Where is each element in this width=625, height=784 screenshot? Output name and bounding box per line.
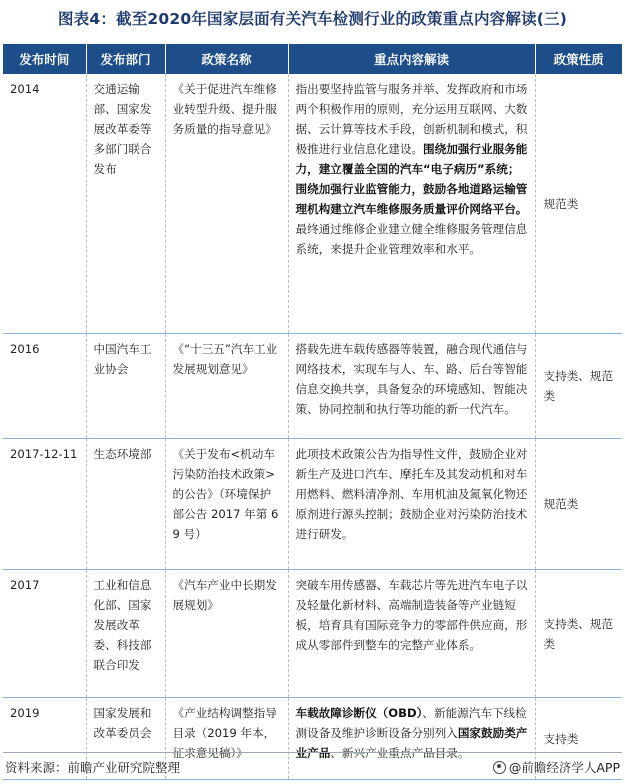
cell-content: [288, 74, 535, 333]
cell-policy: 《关于促进汽车维修业转型升级、提升服务质量的指导意见》: [165, 74, 288, 333]
brand-credit: [493, 758, 620, 776]
cell-type: 规范类: [535, 438, 622, 569]
cell-dept: 中国汽车工业协会: [86, 333, 165, 438]
cell-content: [288, 569, 535, 697]
cell-date: 2017-12-11: [3, 438, 86, 569]
header-policy: 政策名称: [165, 44, 288, 74]
table-body: [3, 74, 622, 779]
cell-type: 支持类: [535, 697, 622, 779]
cell-dept: 工业和信息化部、国家发展改革委、科技部联合印发: [86, 569, 165, 697]
table-row: [3, 333, 622, 438]
header-type: 政策性质: [535, 44, 622, 74]
header-content: 重点内容解读: [288, 44, 535, 74]
cell-type: 支持类、规范类: [535, 333, 622, 438]
cell-content: [288, 333, 535, 438]
table-row: [3, 74, 622, 333]
table-row: [3, 569, 622, 697]
content-text: 最终通过维修企业建立健全维修服务管理信息系统，来提升企业管理效率和水平。: [295, 222, 528, 256]
content-text: 指出要坚持监管与服务并举、发挥政府和市场两个积极作用的原则，充分运用互联网、大数据、云计算等技术手段，创新机制和模式，积极推进行业信息化建设。: [295, 82, 528, 156]
cell-policy: 《关于发布<机动车污染防治技术政策>的公告》（环境保护部公告 2017 年第 69 号）: [165, 438, 288, 569]
header-row: [3, 44, 622, 74]
content-text-bold: 围绕加强行业服务能力，建立覆盖全国的汽车“电子病历”系统；围绕加强行业监管能力，鼓励各地道路运输管理机构建立汽车维修服务质量评价网络平台。: [295, 142, 528, 216]
content-text-bold: 国家鼓励类产业产品: [295, 725, 528, 760]
content-text-bold: 车载故障诊断仪（OBD）: [295, 705, 423, 720]
cell-dept: 交通运输部、国家发展改革委等多部门联合发布: [86, 74, 165, 333]
cell-policy: 《产业结构调整指导目录（2019 年本，征求意见稿）》: [165, 697, 288, 779]
cell-date: 2019: [3, 697, 86, 779]
cell-date: 2014: [3, 74, 86, 333]
brand-logo-icon: [493, 761, 506, 774]
content-text: 、新兴产业重点产品目录。: [330, 745, 470, 760]
cell-dept: 生态环境部: [86, 438, 165, 569]
header-date: 发布时间: [3, 44, 86, 74]
cell-type: 规范类: [535, 74, 622, 333]
chart-title: 图表4：截至2020年国家层面有关汽车检测行业的政策重点内容解读(三): [57, 10, 568, 28]
source-note: 资料来源：前瞻产业研究院整理: [5, 760, 181, 775]
table-row: [3, 438, 622, 569]
content-text: 突破车用传感器、车载芯片等先进汽车电子以及轻量化新材料、高端制造装备等产业链短板，培育具有国际竞争力的零部件供应商，形成从零部件到整车的完整产业体系。: [295, 577, 528, 652]
brand-label: @前瞻经济学人APP: [508, 760, 620, 775]
footer: [3, 752, 622, 777]
cell-type: 支持类、规范类: [535, 569, 622, 697]
cell-policy: 《“十三五”汽车工业发展规划意见》: [165, 333, 288, 438]
content-text: 搭载先进车载传感器等装置，融合现代通信与网络技术，实现车与人、车、路、后台等智能信息交换共享，具备复杂的环境感知、智能决策、协同控制和执行等功能的新一代汽车。: [295, 341, 528, 416]
cell-policy: 《汽车产业中长期发展规划》: [165, 569, 288, 697]
header-dept: 发布部门: [86, 44, 165, 74]
content-text: 、新能源汽车下线检测设备及维护诊断设备分别列入: [295, 705, 527, 740]
cell-date: 2017: [3, 569, 86, 697]
cell-dept: 国家发展和改革委员会: [86, 697, 165, 779]
table-header: [3, 44, 622, 74]
content-text: 此项技术政策公告为指导性文件，鼓励企业对新生产及进口汽车、摩托车及其发动机和对车用燃料、燃料清净剂、车用机油及氮氧化物还原剂进行源头控制；鼓励企业对污染防治技术进行研发。: [295, 446, 528, 541]
cell-content: [288, 438, 535, 569]
cell-date: 2016: [3, 333, 86, 438]
policy-table: [3, 44, 622, 780]
